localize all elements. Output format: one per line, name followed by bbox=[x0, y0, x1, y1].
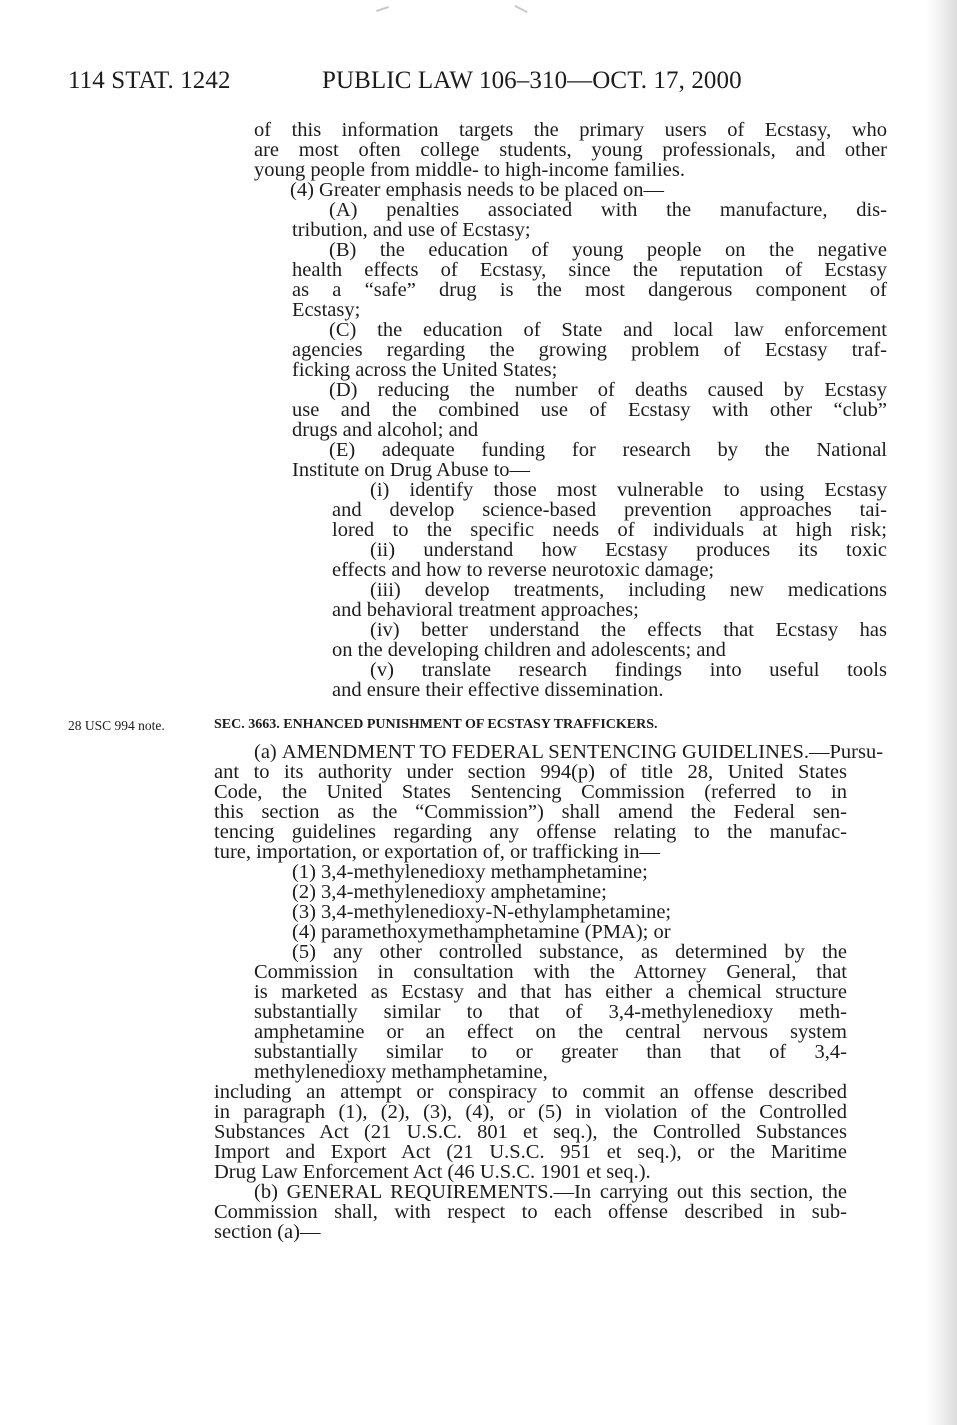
text-line: (B) the education of young people on the negative bbox=[329, 239, 887, 261]
text-line: Institute on Drug Abuse to— bbox=[292, 459, 531, 481]
text-line: ficking across the United States; bbox=[292, 359, 558, 381]
text-line: (v) translate research findings into useful tools bbox=[370, 659, 887, 681]
text-line: as a “safe” drug is the most dangerous component of bbox=[292, 279, 887, 301]
text-line: (ii) understand how Ecstasy produces its toxic bbox=[370, 539, 887, 561]
subsection-lead: .—In carrying out this section, the bbox=[548, 1181, 847, 1203]
text-line: (A) penalties associated with the manufacture, dis- bbox=[329, 199, 887, 221]
text-line: are most often college students, young professionals, and other bbox=[254, 139, 887, 161]
text-line: ture, importation, or exportation of, or trafficking in— bbox=[214, 841, 660, 863]
text-line: tencing guidelines regarding any offense relating to the manufac- bbox=[214, 821, 847, 843]
text-line: Commission in consultation with the Attorney General, that bbox=[254, 961, 847, 983]
margin-note: 28 USC 994 note. bbox=[68, 718, 165, 733]
text-line bbox=[254, 741, 884, 763]
text-line: (E) adequate funding for research by the National bbox=[329, 439, 887, 461]
scan-mark bbox=[376, 6, 389, 12]
text-line: tribution, and use of Ecstasy; bbox=[292, 219, 531, 241]
text-line: (iv) better understand the effects that Ecstasy has bbox=[370, 619, 887, 641]
text-line: substantially similar to or greater than that of 3,4- bbox=[254, 1041, 847, 1063]
text-line: Drug Law Enforcement Act (46 U.S.C. 1901 et seq.). bbox=[214, 1161, 651, 1183]
text-line: (4) paramethoxymethamphetamine (PMA); or bbox=[292, 921, 671, 943]
text-line: section (a)— bbox=[214, 1221, 321, 1243]
text-line: of this information targets the primary users of Ecstasy, who bbox=[254, 119, 887, 141]
statute-page-number: 114 STAT. 1242 bbox=[68, 67, 231, 94]
subsection-label: (a) bbox=[254, 741, 282, 763]
text-line: (C) the education of State and local law enforcement bbox=[329, 319, 887, 341]
subsection-heading: GENERAL REQUIREMENTS bbox=[286, 1181, 549, 1203]
text-line: Substances Act (21 U.S.C. 801 et seq.), the Controlled Substances bbox=[214, 1121, 847, 1143]
text-line: Commission shall, with respect to each offense described in sub- bbox=[214, 1201, 847, 1223]
text-line: Import and Export Act (21 U.S.C. 951 et seq.), or the Maritime bbox=[214, 1141, 847, 1163]
subsection-lead: .—Pursu- bbox=[803, 741, 884, 763]
text-line bbox=[254, 1182, 847, 1202]
section-heading: SEC. 3663. ENHANCED PUNISHMENT OF ECSTASY TRAFFICKERS. bbox=[214, 717, 658, 732]
scan-shadow-edge bbox=[926, 0, 957, 1425]
text-line: effects and how to reverse neurotoxic damage; bbox=[332, 559, 715, 581]
text-line: (3) 3,4-methylenedioxy-N-ethylamphetamine; bbox=[292, 901, 672, 923]
text-line: amphetamine or an effect on the central nervous system bbox=[254, 1021, 847, 1043]
text-line: (i) identify those most vulnerable to using Ecstasy bbox=[370, 479, 887, 501]
text-line: in paragraph (1), (2), (3), (4), or (5) in violation of the Controlled bbox=[214, 1101, 847, 1123]
text-line: (2) 3,4-methylenedioxy amphetamine; bbox=[292, 881, 607, 903]
text-line: drugs and alcohol; and bbox=[292, 419, 479, 441]
text-line: Code, the United States Sentencing Commission (referred to in bbox=[214, 781, 847, 803]
text-line: this section as the “Commission”) shall amend the Federal sen- bbox=[214, 801, 847, 823]
text-line: and ensure their effective dissemination. bbox=[332, 679, 664, 701]
text-line: on the developing children and adolescents; and bbox=[332, 639, 726, 661]
text-line: methylenedioxy methamphetamine, bbox=[254, 1061, 548, 1083]
text-line: and behavioral treatment approaches; bbox=[332, 599, 639, 621]
running-header: PUBLIC LAW 106–310—OCT. 17, 2000 bbox=[322, 67, 742, 94]
text-line: (1) 3,4-methylenedioxy methamphetamine; bbox=[292, 861, 648, 883]
text-line: Ecstasy; bbox=[292, 299, 361, 321]
text-line: (5) any other controlled substance, as determined by the bbox=[292, 941, 847, 963]
text-line: substantially similar to that of 3,4-methylenedioxy meth- bbox=[254, 1001, 847, 1023]
text-line: use and the combined use of Ecstasy with other “club” bbox=[292, 399, 887, 421]
text-line: (D) reducing the number of deaths caused by Ecstasy bbox=[329, 379, 887, 401]
scan-mark bbox=[514, 5, 527, 13]
text-line: (iii) develop treatments, including new medications bbox=[370, 579, 887, 601]
subsection-label: (b) bbox=[254, 1181, 287, 1203]
text-line: agencies regarding the growing problem of Ecstasy traf- bbox=[292, 339, 887, 361]
text-line: is marketed as Ecstasy and that has either a chemical structure bbox=[254, 981, 847, 1003]
text-line: lored to the specific needs of individuals at high risk; bbox=[332, 519, 887, 541]
text-line: health effects of Ecstasy, since the reputation of Ecstasy bbox=[292, 259, 887, 281]
text-line: (4) Greater emphasis needs to be placed on— bbox=[290, 179, 664, 201]
text-line: including an attempt or conspiracy to commit an offense described bbox=[214, 1081, 847, 1103]
text-line: ant to its authority under section 994(p) of title 28, United States bbox=[214, 761, 847, 783]
text-line: and develop science-based prevention approaches tai- bbox=[332, 499, 887, 521]
subsection-heading: AMENDMENT TO FEDERAL SENTENCING GUIDELINES bbox=[281, 741, 804, 763]
text-line: young people from middle- to high-income families. bbox=[254, 159, 685, 181]
